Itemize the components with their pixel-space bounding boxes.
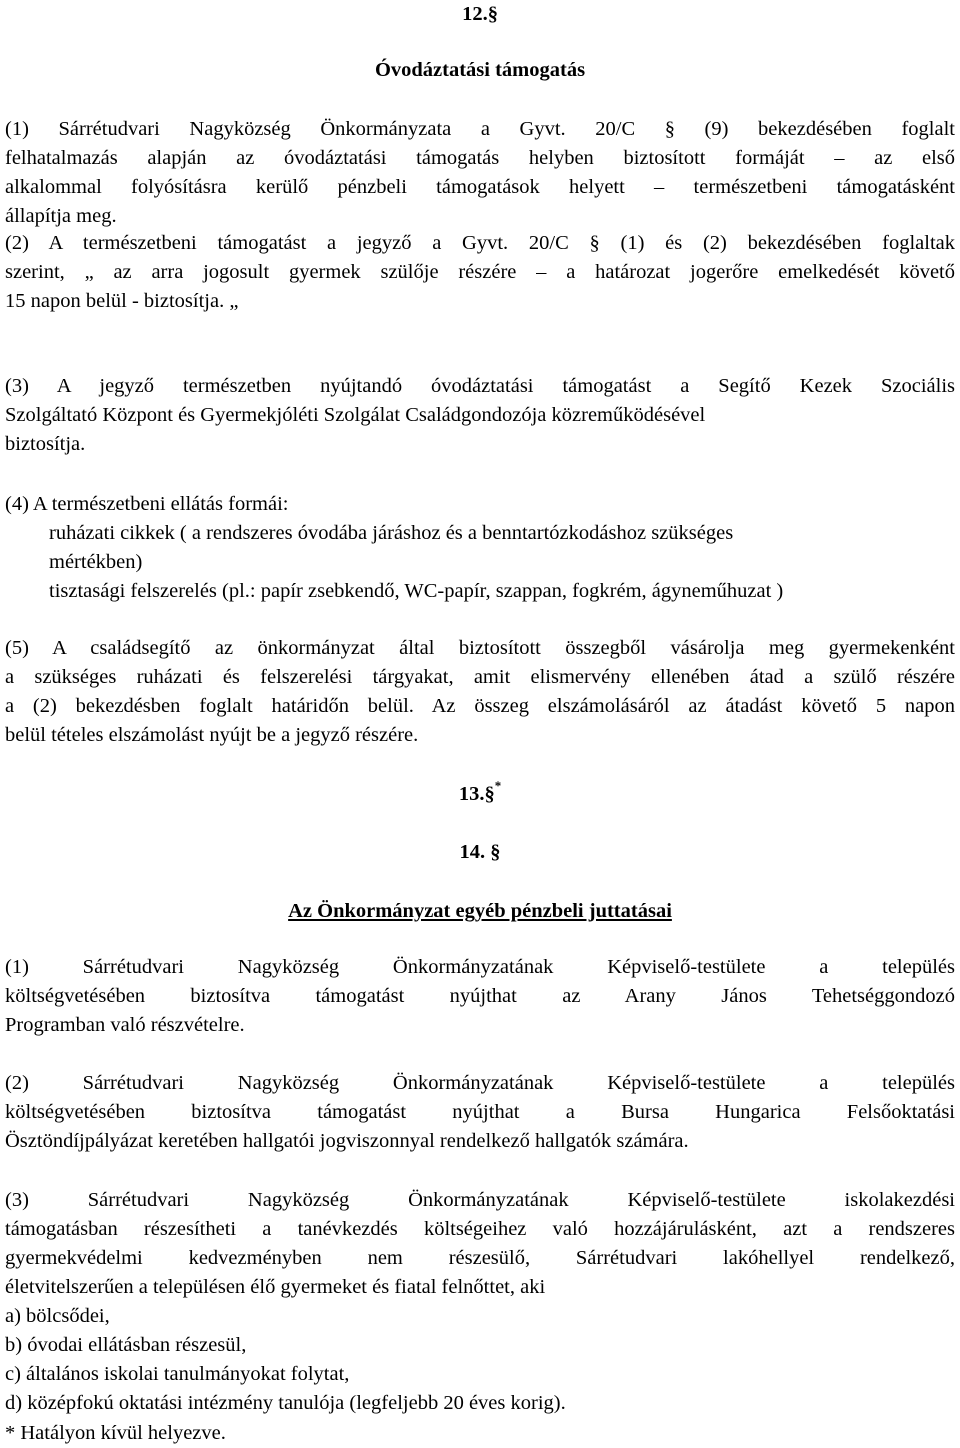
text-line: (1) Sárrétudvari Nagyközség Önkormányzata a Gyvt. 20/C § (9) bekezdésében foglalt [5,118,955,140]
section-13-number [5,780,955,809]
section-12-paragraph-5 [5,634,955,750]
list-item: tisztasági felszerelés (pl.: papír zsebkendő, WC-papír, szappan, fogkrém, ágyneműhuzat ) [49,580,784,602]
section-14-number: 14. § [459,841,501,863]
text-line: költségvetésében biztosítva támogatást nyújthat a Bursa Hungarica Felsőoktatási [5,1101,955,1123]
footnote-marker: * [494,778,502,793]
text-line: (1) Sárrétudvari Nagyközség Önkormányzatának Képviselő-testülete a település [5,956,955,978]
section-14-paragraph-2 [5,1069,955,1156]
section-14-paragraph-1 [5,953,955,1040]
section-12-paragraph-4 [5,490,955,606]
section-12-paragraph-2 [5,229,955,316]
list-item: ruházati cikkek ( a rendszeres óvodába járáshoz és a benntartózkodáshoz szükséges [49,522,734,544]
text-line: belül tételes elszámolást nyújt be a jegyző részére. [5,724,419,746]
section-14-title [5,897,955,926]
section-12-number: 12.§ [462,3,498,25]
text-line: szerint, „ az arra jogosult gyermek szülője részére – a határozat jogerőre emelkedését követő [5,261,955,283]
section-12-paragraph-1 [5,115,955,231]
text-line: (2) A természetbeni támogatást a jegyző a Gyvt. 20/C § (1) és (2) bekezdésében foglaltak [5,232,955,254]
text-line: támogatásban részesítheti a tanévkezdés költségeihez való hozzájárulásként, azt a rendszeres [5,1218,955,1240]
list-item: a) bölcsődei, [5,1305,110,1327]
section-12-title: Óvodáztatási támogatás [374,59,586,81]
text-line: Ösztöndíjpályázat keretében hallgatói jogviszonnyal rendelkező hallgatók számára. [5,1130,689,1152]
section-13-label: 13.§ [458,783,495,805]
text-line: Szolgáltató Központ és Gyermekjóléti Szolgálat Családgondozója közreműködésével [5,404,706,426]
text-line: (3) Sárrétudvari Nagyközség Önkormányzatának Képviselő-testülete iskolakezdési [5,1189,955,1211]
text-line: költségvetésében biztosítva támogatást nyújthat az Arany János Tehetséggondozó [5,985,955,1007]
list-item: b) óvodai ellátásban részesül, [5,1334,247,1356]
list-item: c) általános iskolai tanulmányokat folytat, [5,1363,350,1385]
text-line: biztosítja. [5,433,86,455]
text-line: (3) A jegyző természetben nyújtandó óvodáztatási támogatást a Segítő Kezek Szociális [5,375,955,397]
text-line: életvitelszerűen a településen élő gyermeket és fiatal felnőttet, aki [5,1276,546,1298]
text-line: a szükséges ruházati és felszerelési tárgyakat, amit elismervény ellenében átad a szülő részére [5,666,955,688]
text-line: alkalommal folyósításra kerülő pénzbeli támogatások helyett – természetbeni támogatásként [5,176,955,198]
section-12-paragraph-3 [5,372,955,459]
text-line: (4) A természetbeni ellátás formái: [5,493,289,515]
text-line: (5) A családsegítő az önkormányzat által biztosított összegből vásárolja meg gyermekenként [5,637,955,659]
text-line: Programban való részvételre. [5,1014,245,1036]
list-item: mértékben) [49,551,143,573]
text-line: a (2) bekezdésben foglalt határidőn belül. Az összeg elszámolásáról az átadást követő 5 napon [5,695,955,717]
list-item: d) középfokú oktatási intézmény tanulója (legfeljebb 20 éves korig). [5,1392,566,1414]
footnote: * Hatályon kívül helyezve. [5,1422,226,1444]
text-line: (2) Sárrétudvari Nagyközség Önkormányzatának Képviselő-testülete a település [5,1072,955,1094]
section-14-paragraph-3 [5,1186,955,1418]
section-14-title-text: Az Önkormányzat egyéb pénzbeli juttatásai [288,900,672,922]
text-line: állapítja meg. [5,205,117,227]
text-line: 15 napon belül - biztosítja. „ [5,290,239,312]
text-line: gyermekvédelmi kedvezményben nem részesülő, Sárrétudvari lakóhellyel rendelkező, [5,1247,955,1269]
text-line: felhatalmazás alapján az óvodáztatási támogatás helyben biztosított formáját – az első [5,147,955,169]
